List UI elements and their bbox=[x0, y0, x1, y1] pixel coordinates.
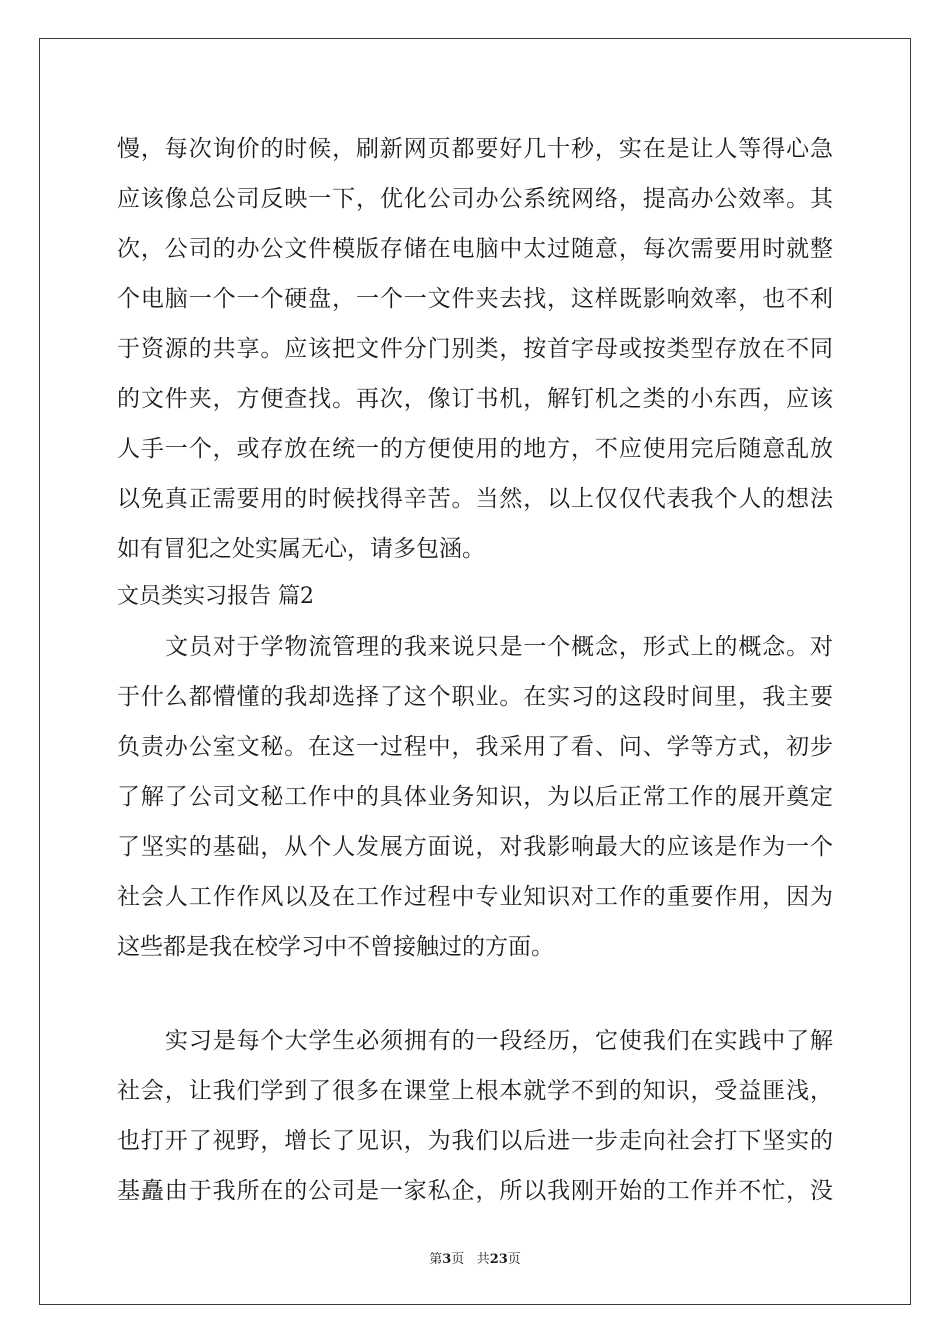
section-heading: 文员类实习报告 篇2 bbox=[117, 584, 314, 609]
paragraph-line: 个电脑一个一个硬盘，一个一文件夹去找，这样既影响效率，也不利 bbox=[117, 286, 833, 312]
paragraph-line: 了坚实的基础，从个人发展方面说，对我影响最大的应该是作为一个 bbox=[117, 834, 833, 860]
paragraph-line: 也打开了视野，增长了见识，为我们以后进一步走向社会打下坚实的 bbox=[117, 1128, 833, 1154]
paragraph-line: 负责办公室文秘。在这一过程中，我采用了看、问、学等方式，初步 bbox=[117, 734, 833, 760]
paragraph-line: 社会，让我们学到了很多在课堂上根本就学不到的知识，受益匪浅， bbox=[117, 1078, 833, 1104]
page-number: 3 bbox=[442, 1252, 452, 1267]
paragraph-line: 文员对于学物流管理的我来说只是一个概念，形式上的概念。对 bbox=[165, 634, 833, 660]
total-prefix: 共 bbox=[476, 1252, 490, 1267]
paragraph-line: 于资源的共享。应该把文件分门别类，按首字母或按类型存放在不同 bbox=[117, 336, 833, 362]
total-pages: 23 bbox=[489, 1252, 508, 1267]
page-suffix: 页 bbox=[451, 1252, 465, 1267]
paragraph-line: 次，公司的办公文件模版存储在电脑中太过随意，每次需要用时就整 bbox=[117, 236, 833, 262]
paragraph-line: 的文件夹，方便查找。再次，像订书机，解钉机之类的小东西，应该 bbox=[117, 386, 833, 412]
page-footer bbox=[0, 1248, 950, 1267]
total-suffix: 页 bbox=[507, 1252, 521, 1267]
paragraph-line: 基矗由于我所在的公司是一家私企，所以我刚开始的工作并不忙，没 bbox=[117, 1178, 833, 1204]
paragraph-line: 应该像总公司反映一下，优化公司办公系统网络，提高办公效率。其 bbox=[117, 186, 833, 212]
paragraph-line: 了解了公司文秘工作中的具体业务知识，为以后正常工作的展开奠定 bbox=[117, 784, 833, 810]
paragraph-line: 以免真正需要用的时候找得辛苦。当然，以上仅仅代表我个人的想法 bbox=[117, 486, 833, 512]
paragraph-line: 慢，每次询价的时候，刷新网页都要好几十秒，实在是让人等得心急 bbox=[117, 136, 833, 162]
page-prefix: 第 bbox=[429, 1252, 443, 1267]
paragraph-line: 于什么都懵懂的我却选择了这个职业。在实习的这段时间里，我主要 bbox=[117, 684, 833, 710]
paragraph-line: 这些都是我在校学习中不曾接触过的方面。 bbox=[117, 934, 554, 960]
paragraph-line: 社会人工作作风以及在工作过程中专业知识对工作的重要作用，因为 bbox=[117, 884, 833, 910]
paragraph-line: 实习是每个大学生必须拥有的一段经历，它使我们在实践中了解 bbox=[165, 1028, 833, 1054]
paragraph-line: 人手一个，或存放在统一的方便使用的地方，不应使用完后随意乱放 bbox=[117, 436, 833, 462]
paragraph-line: 如有冒犯之处实属无心，请多包涵。 bbox=[117, 536, 485, 562]
